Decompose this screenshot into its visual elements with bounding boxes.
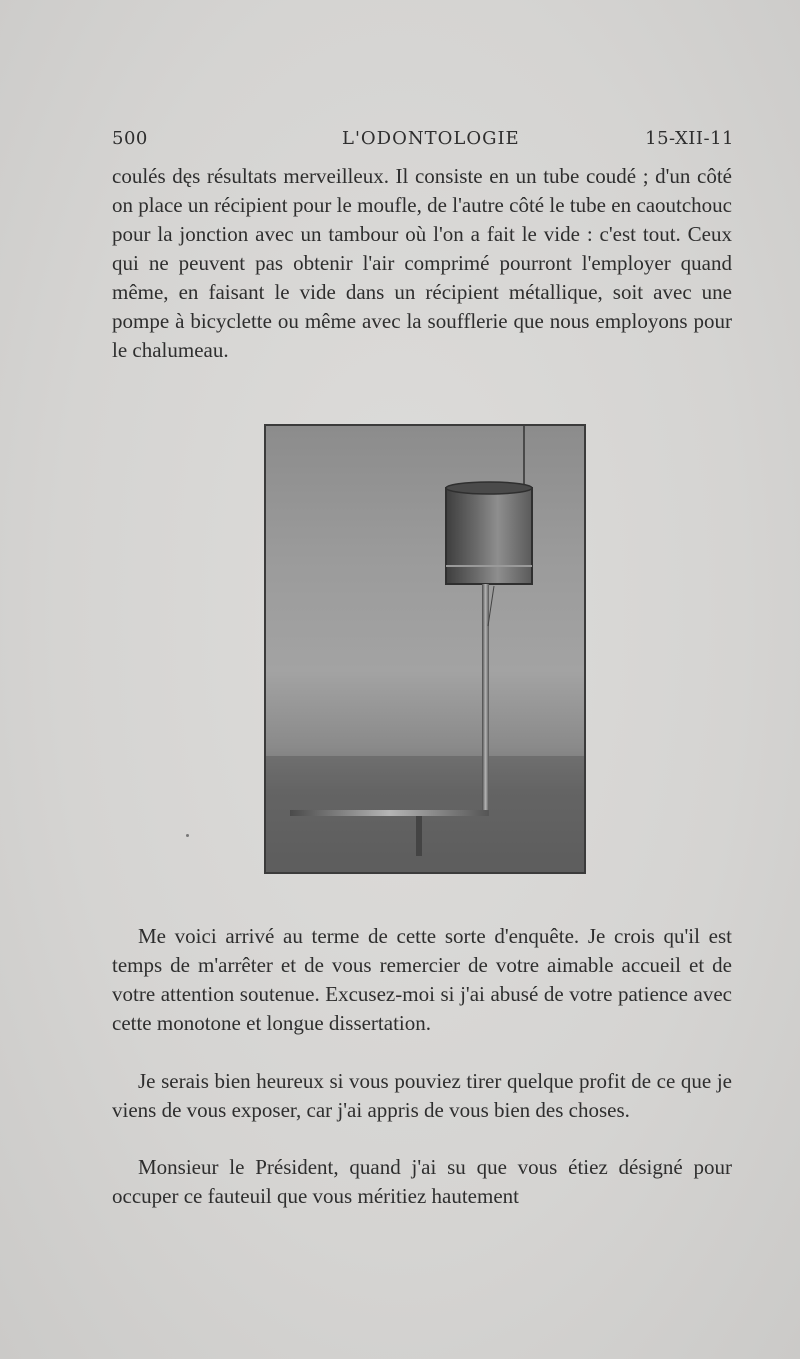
page-number: 500 (112, 128, 148, 149)
issue-date: 15-XII-11 (645, 128, 734, 149)
apparatus-illustration (266, 426, 584, 872)
paragraph-thanks: Je serais bien heureux si vous pouviez tirer quelque profit de ce que je viens de vous exposer, car j'ai appris de vous bien des choses. (112, 1069, 732, 1122)
print-speck (186, 834, 189, 837)
paragraph-president: Monsieur le Président, quand j'ai su que vous étiez désigné pour occuper ce fauteuil que vous méritiez hautement (112, 1155, 732, 1208)
journal-title: L'ODONTOLOGIE (342, 128, 520, 149)
paragraph-intro: coulés dęs résultats merveilleux. Il consiste en un tube coudé ; d'un côté on place un récipient pour le moufle, de l'autre côté le tube en caoutchouc pour la jonction avec un tambour où l'on a fait le vide : c'est tout. Ceux qui ne peuvent pas obtenir l'air comprimé pourront l'employer quand même, en faisant le vide dans un récipient métallique, soit avec une pompe à bicyclette ou même avec la soufflerie que nous employons pour le chalumeau. (112, 164, 732, 362)
cylinder-cup (446, 488, 532, 584)
apparatus-photograph (264, 424, 586, 874)
support-leg (416, 816, 422, 856)
running-header (112, 128, 734, 154)
paragraph-conclusion: Me voici arrivé au terme de cette sorte d'enquête. Je crois qu'il est temps de m'arrêter et de vous remercier de votre aimable accueil et de votre attention soutenue. Excusez-moi si j'ai abusé de votre patience avec cette monotone et longue dissertation. (112, 924, 732, 1035)
horizontal-tube (290, 810, 489, 816)
vertical-tube (482, 584, 489, 812)
cylinder-rim (446, 482, 532, 494)
